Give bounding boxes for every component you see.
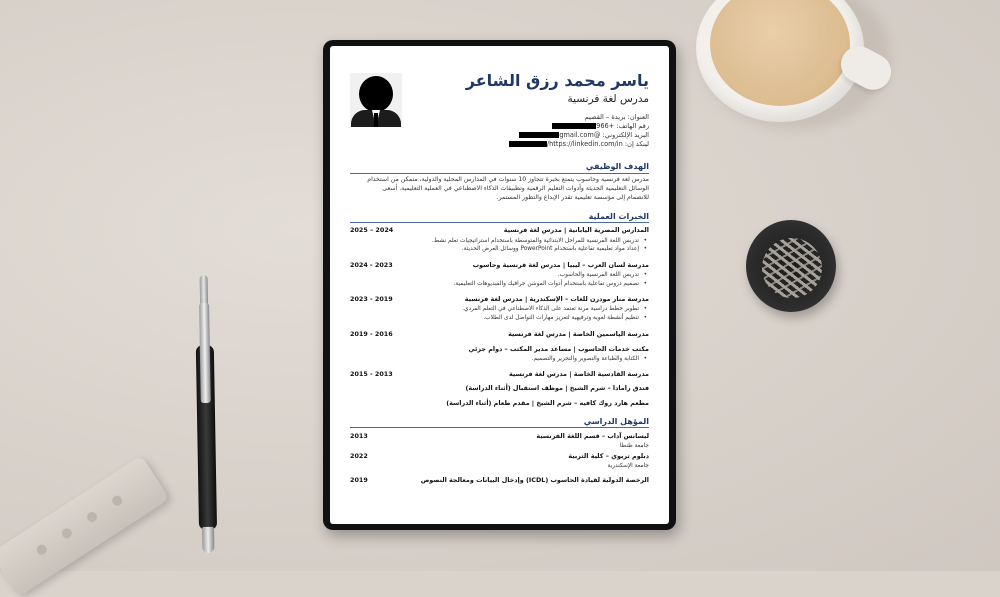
contact-email <box>409 131 649 140</box>
redacted-phone <box>552 123 596 129</box>
job-bullet: • الكتابة والطباعة والتصوير والتحرير والتصميم. <box>369 356 639 362</box>
job-entry <box>350 261 649 271</box>
linkedin-prefix: https://linkedin.com/in/ <box>546 140 623 148</box>
job-entry <box>350 295 649 305</box>
objective-line: الوسائل التعليمية الحديثة وأدوات التعليم الرقمية وتطبيقات الذكاء الاصطناعي في العملية التعليمية. أسعى <box>382 185 649 192</box>
job-date: 2025 – 2024 <box>350 226 394 234</box>
education-date: 2019 <box>350 476 368 484</box>
job-date: 2023 - 2019 <box>350 295 393 303</box>
phone-prefix: +966 <box>596 122 615 130</box>
job-entry <box>350 330 649 340</box>
job-entry <box>350 345 649 355</box>
linkedin-label: لينكد إن: <box>624 140 649 148</box>
job-title: مطعم هارد روك كافيه – شرم الشيخ | مقدم طعام (أثناء الدراسة) <box>446 399 649 407</box>
job-bullet: • تطوير خطط دراسية مرنة تعتمد على الذكاء الاصطناعي في التعلم الفردي. <box>369 306 639 312</box>
education-entry <box>350 432 649 442</box>
job-title: مدرسة لسان العرب – ليبيا | مدرس لغة فرنسية وحاسوب <box>472 261 649 269</box>
job-title: مدرسة القادسية الخاصة | مدرس لغة فرنسية <box>508 370 649 378</box>
phone-label: رقم الهاتف: <box>616 122 649 130</box>
pen-clip <box>199 303 211 403</box>
education-entry <box>350 452 649 462</box>
section-divider <box>350 427 649 428</box>
job-bullet: • تدريس اللغة الفرنسية والحاسوب. <box>369 272 639 278</box>
ruler-hole <box>60 526 74 540</box>
experience-title: الخبرات العملية <box>588 212 649 221</box>
education-entry <box>350 476 649 486</box>
education-date: 2013 <box>350 432 368 440</box>
redacted-linkedin <box>509 141 547 147</box>
job-title: مكتب خدمات الحاسوب | مساعد مدير المكتب – دوام جزئي <box>468 345 649 353</box>
redacted-email <box>519 132 559 138</box>
contact-phone <box>409 122 649 131</box>
avatar-head <box>359 76 393 112</box>
education-title-text: دبلوم تربوي – كلية التربية <box>568 452 649 460</box>
ruler-hole <box>35 543 49 557</box>
job-title: فندق رامادا – شرم الشيخ | موظف استقبال (أثناء الدراسة) <box>465 384 649 392</box>
objective-title: الهدف الوظيفي <box>585 162 649 171</box>
email-suffix: @gmail.com <box>559 131 601 139</box>
job-bullet: • تنظيم أنشطة لغوية وترفيهية لتعزيز مهارات التواصل لدى الطلاب. <box>369 315 639 321</box>
job-entry <box>350 226 649 236</box>
pen-end <box>202 527 214 553</box>
ruler-hole <box>110 494 124 508</box>
avatar-tie <box>374 113 378 127</box>
pen-tip <box>200 275 209 305</box>
email-label: البريد الإلكتروني: <box>602 131 649 139</box>
job-entry <box>350 399 649 409</box>
ruler-hole <box>85 510 99 524</box>
job-title: مدرسة الياسمين الخاصة | مدرس لغة فرنسية <box>508 330 649 338</box>
job-bullet: • تدريس اللغة الفرنسية للمراحل الابتدائية والمتوسطة باستخدام استراتيجيات تعلم نشط. <box>369 238 639 244</box>
education-date: 2022 <box>350 452 368 460</box>
education-institution: جامعة الإسكندرية <box>607 463 649 469</box>
contact-linkedin <box>409 140 649 149</box>
job-bullet: • تصميم دروس تفاعلية باستخدام أدوات الموشن جرافيك والفيديوهات التعليمية. <box>369 281 639 287</box>
job-title: المدارس المصرية اليابانية | مدرس لغة فرنسية <box>503 226 649 234</box>
job-entry <box>350 370 649 380</box>
education-title: المؤهل الدراسي <box>583 417 649 426</box>
education-institution: جامعة طنطا <box>619 443 649 449</box>
education-title-text: ليسانس آداب – قسم اللغة الفرنسية <box>536 432 649 440</box>
resume-role: مدرس لغة فرنسية <box>567 93 649 105</box>
job-date: 2024 - 2023 <box>350 261 393 269</box>
education-title-text: الرخصة الدولية لقيادة الحاسوب (ICDL) وإدخال البيانات ومعالجة النصوص <box>420 476 649 484</box>
section-divider <box>350 222 649 223</box>
job-date: 2019 - 2016 <box>350 330 393 338</box>
objective-line: مدرس لغة فرنسية وحاسوب يتمتع بخبرة تتجاوز 10 سنوات في المدارس المحلية والدولية، متمكن من استخدام <box>367 176 649 183</box>
job-entry <box>350 384 649 394</box>
contact-address: العنوان: بريدة – القصيم <box>584 113 649 121</box>
resume-name: ياسر محمد رزق الشاعر <box>465 71 649 90</box>
section-divider <box>350 173 649 174</box>
paperclips <box>762 238 822 298</box>
job-bullet: • إعداد مواد تعليمية تفاعلية باستخدام PowerPoint ووسائل العرض الحديثة. <box>369 246 639 252</box>
resume-document <box>330 46 669 524</box>
objective-line: للانضمام إلى مؤسسة تعليمية تقدر الإبداع والتطور المستمر. <box>496 194 649 201</box>
objective-text <box>350 175 649 202</box>
avatar <box>350 73 402 127</box>
job-title: مدرسة منار مودرن للغات – الإسكندرية | مدرس لغة فرنسية <box>464 295 649 303</box>
job-date: 2015 - 2013 <box>350 370 393 378</box>
